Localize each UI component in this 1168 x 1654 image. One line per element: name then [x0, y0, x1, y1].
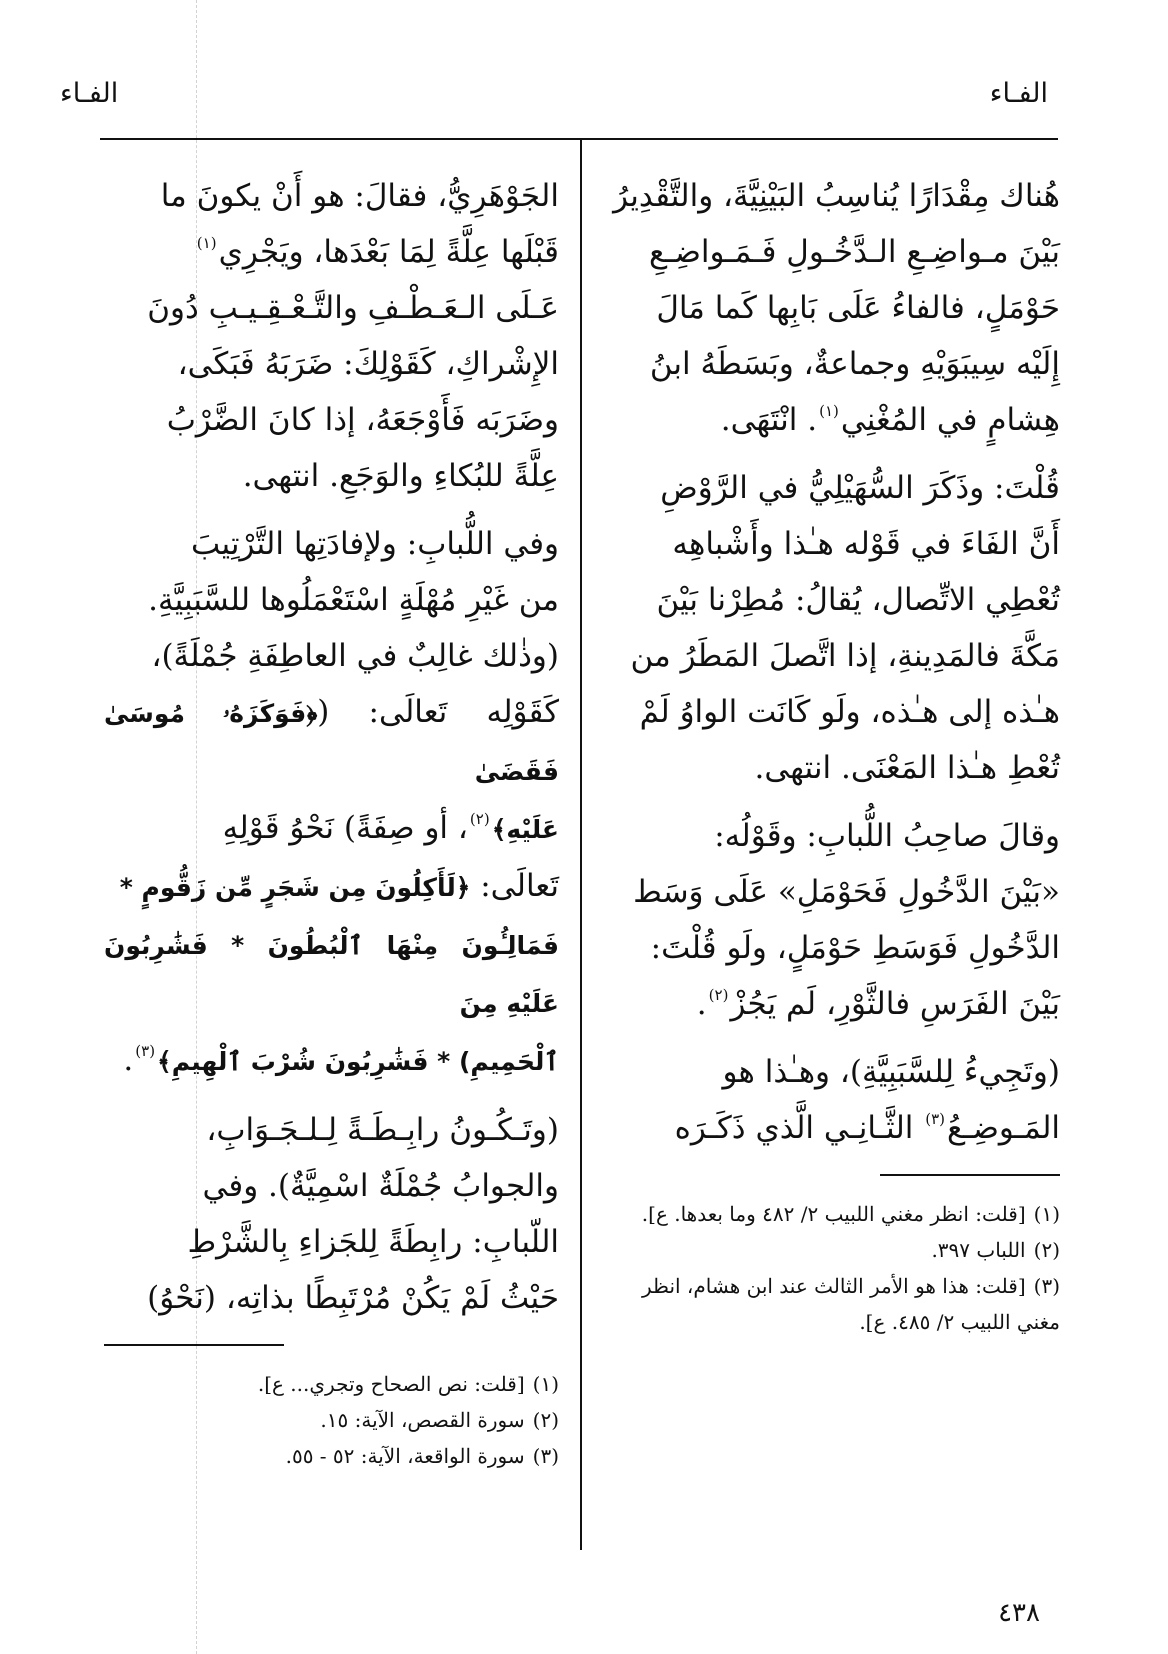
footnote-number: (١)	[1033, 1202, 1060, 1226]
text-line	[605, 392, 1060, 448]
footnote	[104, 1438, 559, 1474]
text-line: بَيْنَ مـواضِـعِ الـدَّخُـولِ فَـمَـواضِـعِ	[649, 234, 1060, 270]
text-line: قُلْتَ: وذَكَرَ السُّهَيْلِيُّ في الرَّوْضِ	[660, 470, 1060, 506]
text-segment: تَعالَى:	[470, 868, 559, 904]
quran-quote: فَمَالِـُٔونَ مِنْهَا ٱلْبُطُونَ * فَشَٰرِبُونَ عَلَيْهِ مِنَ	[104, 931, 559, 1018]
text-line: هُناك مِقْدَارًا يُناسِبُ البَيْنِيَّةَ، والتَّقْدِيرُ	[613, 178, 1060, 214]
text-segment: المَـوضِـعُ	[947, 1110, 1060, 1146]
page-number: ٤٣٨	[998, 1598, 1040, 1628]
text-line: حَوْمَلٍ، فالفاءُ عَلَى بَابِها كَما مَالَ	[656, 290, 1060, 326]
footnote-text: سورة القصص، الآية: ١٥.	[320, 1408, 525, 1432]
text-segment: ، أو صِفَةً) نَحْوُ قَوْلِهِ	[222, 810, 468, 846]
text-line: عَـلَى الـعَـطْـفِ والتَّـعْـقِـيـبِ دُونَ	[147, 290, 559, 326]
text-line: عِلَّةً للبُكاءِ والوَجَعِ. انتهى.	[242, 458, 559, 494]
footnote-text: سورة الواقعة، الآية: ٥٢ - ٥٥.	[285, 1444, 525, 1468]
footnote-text: اللباب ٣٩٧.	[931, 1238, 1026, 1262]
text-line	[104, 800, 559, 858]
text-segment: .	[123, 1042, 134, 1078]
text-line: (وتَـكُـونُ رابِـطَـةً لِـلـجَـوَابِ،	[206, 1112, 559, 1148]
text-segment: هِشامٍ في المُغْنِي	[840, 402, 1060, 438]
text-line	[605, 1100, 1060, 1156]
running-header-left: الفـاء	[60, 78, 119, 109]
footnote-text: [قلت: انظر مغني اللبيب ٢/ ٤٨٢ وما بعدها. ع].	[641, 1202, 1026, 1226]
text-line: الجَوْهَرِيُّ، فقالَ: هو أَنْ يكونَ ما	[160, 178, 559, 214]
header-rule	[100, 138, 1058, 140]
footnote-number: (٣)	[532, 1444, 559, 1468]
quran-quote: ٱلْحَمِيمِ) * فَشَٰرِبُونَ شُرْبَ ٱلْهِيمِ﴾	[157, 1047, 559, 1076]
text-segment: . انْتَهَى.	[720, 402, 818, 438]
footnote	[104, 1366, 559, 1402]
footnote-number: (٢)	[1033, 1238, 1060, 1262]
text-line	[104, 224, 559, 280]
text-line: والجوابُ جُمْلَةٌ اسْمِيَّةٌ). وفي	[202, 1168, 559, 1204]
quran-quote: ﴿فَوَكَزَهُۥ مُوسَىٰ فَقَضَىٰ	[104, 699, 559, 786]
text-line	[104, 684, 559, 800]
footnote-ref: (١)	[819, 402, 839, 420]
left-column	[104, 168, 559, 1474]
text-line: مَكَّةَ فالمَدِينةِ، إذا اتَّصلَ المَطَرُ من	[630, 638, 1060, 674]
text-line: «بَيْنَ الدَّخُولِ فَحَوْمَلِ» عَلَى وَسَط	[633, 874, 1060, 910]
text-line: تُعْطِي الاتِّصال، يُقالُ: مُطِرْنا بَيْنَ	[656, 582, 1060, 618]
text-line: أَنَّ الفَاءَ في قَوْله هـٰذا وأَشْباهِه	[672, 526, 1060, 562]
text-line: حَيْثُ لَمْ يَكُنْ مُرْتَبِطًا بذاتِه، (نَحْوُ)	[147, 1280, 559, 1316]
footnote	[104, 1402, 559, 1438]
footnote	[605, 1232, 1060, 1268]
text-line: وقالَ صاحِبُ اللُّبابِ: وقَوْلُه:	[714, 818, 1060, 854]
footnote-ref: (٢)	[469, 810, 490, 828]
text-line: وضَرَبَه فَأَوْجَعَهُ، إذا كانَ الضَّرْبُ	[166, 402, 559, 438]
quran-quote: ﴿لَأَكِلُونَ مِن شَجَرٍ مِّن زَقُّومٍ *	[119, 873, 471, 902]
text-line: (وتَجِيءُ لِلسَّبَبِيَّةِ)، وهـٰذا هو	[722, 1054, 1060, 1090]
footnote-ref: (٣)	[135, 1042, 156, 1060]
text-line: إِلَيْه سِيبَوَيْهِ وجماعةٌ، وبَسَطَهُ ابنُ	[649, 346, 1060, 382]
text-line: وفي اللُّبابِ: ولإفادَتِها التَّرْتِيبَ	[191, 526, 559, 562]
footnote-ref: (١)	[196, 234, 217, 252]
text-line: تُعْطِ هـٰذا المَعْنَى. انتهى.	[754, 750, 1060, 786]
text-line	[104, 858, 559, 916]
footnote-rule	[880, 1174, 1060, 1176]
text-line	[104, 916, 559, 1032]
footnote-text: [قلت: نص الصحاح وتجري... ع].	[257, 1372, 525, 1396]
right-column	[605, 168, 1060, 1340]
footnote-rule	[104, 1344, 284, 1346]
footnote-text: [قلت: هذا هو الأمر الثالث عند ابن هشام، انظر مغني اللبيب ٢/ ٤٨٥. ع].	[642, 1274, 1060, 1334]
text-segment: بَيْنَ الفَرَسِ فالثَّوْرِ، لَم يَجُزْ	[730, 986, 1060, 1022]
text-segment: الثَّـانِـي الَّذي ذَكَـرَه	[674, 1110, 924, 1146]
text-line	[605, 976, 1060, 1032]
footnote	[605, 1196, 1060, 1232]
text-segment: كَقَوْلِه تَعالَى: (	[317, 694, 559, 730]
text-line: (وذٰلك غالِبٌ في العاطِفَةِ جُمْلَةً)،	[151, 638, 559, 674]
footnote-number: (١)	[532, 1372, 559, 1396]
text-line: من غَيْرِ مُهْلَةٍ اسْتَعْمَلُوها للسَّبَبِيَّةِ.	[148, 582, 559, 618]
column-divider	[580, 140, 582, 1550]
footnote	[605, 1268, 1060, 1340]
footnote-ref: (٣)	[925, 1110, 946, 1128]
running-header-right: الفـاء	[989, 78, 1048, 109]
footnote-number: (٢)	[532, 1408, 559, 1432]
text-segment: قَبْلَها عِلَّةً لِمَا بَعْدَها، ويَجْرِي	[218, 234, 559, 270]
text-line	[104, 1032, 559, 1090]
text-segment: .	[696, 986, 707, 1022]
text-line: هـٰذه إلى هـٰذه، ولَو كَانَت الواوُ لَمْ	[639, 694, 1060, 730]
text-line: اللّبابِ: رابِطَةً لِلجَزاءِ بِالشَّرْطِ	[187, 1224, 559, 1260]
footnote-ref: (٢)	[708, 986, 729, 1004]
text-line: الدَّخُولِ فَوَسَطِ حَوْمَلٍ، ولَو قُلْتَ:	[650, 930, 1060, 966]
quran-quote: عَلَيْهِ﴾	[491, 815, 559, 844]
footnote-number: (٣)	[1033, 1274, 1060, 1298]
text-line: الإِشْراكِ، كَقَوْلِكَ: ضَرَبَهُ فَبَكَى،	[177, 346, 559, 382]
